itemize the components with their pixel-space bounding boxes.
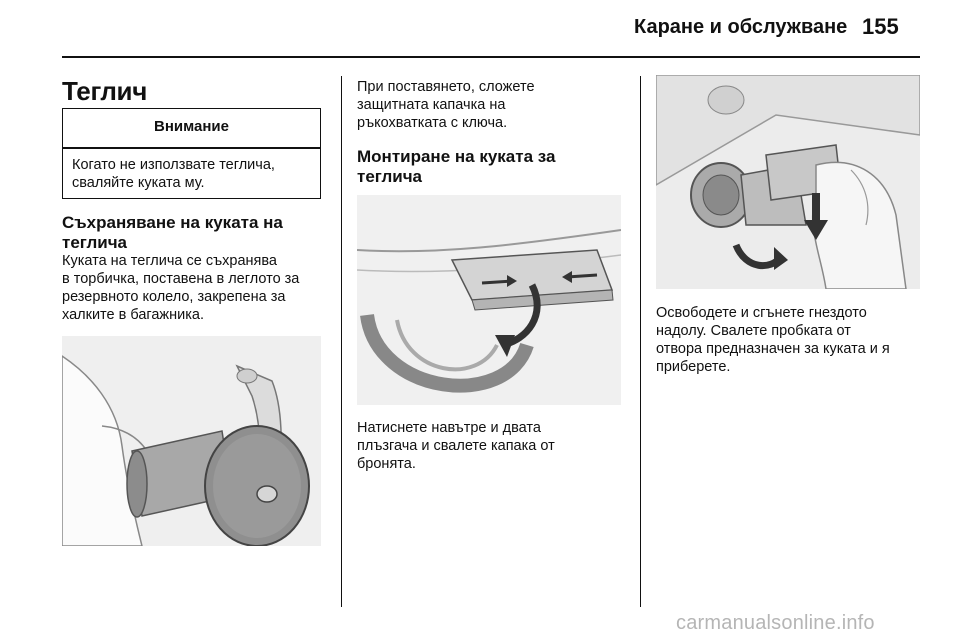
warning-text bbox=[72, 156, 314, 192]
paragraph-line: бронята. bbox=[357, 456, 416, 472]
socket-fold-drawing bbox=[656, 75, 920, 289]
mounting-heading bbox=[357, 147, 555, 187]
storage-heading bbox=[62, 213, 283, 253]
paragraph-line: Освободете и сгънете гнездото bbox=[656, 305, 867, 321]
section-title: Теглич bbox=[62, 76, 148, 106]
paragraph-line: отвора предназначен за куката и я bbox=[656, 341, 890, 357]
watermark: carmanualsonline.info bbox=[676, 612, 875, 634]
column-divider-1 bbox=[341, 76, 342, 607]
warning-line: Когато не използвате теглича, bbox=[72, 157, 275, 173]
paragraph-line: резервното колело, закрепена за bbox=[62, 289, 286, 305]
tow-hook-storage-drawing bbox=[62, 336, 321, 546]
bumper-cover-drawing bbox=[357, 195, 621, 405]
paragraph-line: ръкохватката с ключа. bbox=[357, 115, 508, 131]
storage-paragraph bbox=[62, 252, 299, 324]
heading-line: теглича bbox=[62, 233, 128, 252]
paragraph-line: приберете. bbox=[656, 359, 731, 375]
column-divider-2 bbox=[640, 76, 641, 607]
paragraph-line: халките в багажника. bbox=[62, 307, 204, 323]
bumper-cover-removal-illustration bbox=[357, 195, 621, 405]
warning-divider bbox=[63, 147, 320, 149]
paragraph-line: в торбичка, поставена в леглото за bbox=[62, 271, 300, 287]
warning-box bbox=[62, 108, 321, 199]
paragraph-line: Натиснете навътре и двата bbox=[357, 420, 541, 436]
header-divider bbox=[62, 56, 920, 58]
cover-caption bbox=[357, 419, 555, 473]
paragraph-line: плъзгача и свалете капака от bbox=[357, 438, 555, 454]
heading-line: теглича bbox=[357, 167, 423, 186]
warning-title: Внимание bbox=[154, 118, 229, 135]
heading-line: Съхраняване на куката на bbox=[62, 213, 283, 232]
paragraph-line: защитната капачка на bbox=[357, 97, 506, 113]
intro-paragraph bbox=[357, 78, 535, 132]
paragraph-line: Куката на теглича се съхранява bbox=[62, 253, 277, 269]
tow-hook-storage-illustration bbox=[62, 336, 321, 546]
running-header-title: Каране и обслужване bbox=[634, 16, 848, 38]
socket-caption bbox=[656, 304, 890, 376]
page-number: 155 bbox=[862, 14, 899, 39]
paragraph-line: надолу. Свалете пробката от bbox=[656, 323, 851, 339]
paragraph-line: При поставянето, сложете bbox=[357, 79, 535, 95]
warning-line: сваляйте куката му. bbox=[72, 175, 205, 191]
heading-line: Монтиране на куката за bbox=[357, 147, 556, 166]
socket-fold-down-illustration bbox=[656, 75, 920, 289]
